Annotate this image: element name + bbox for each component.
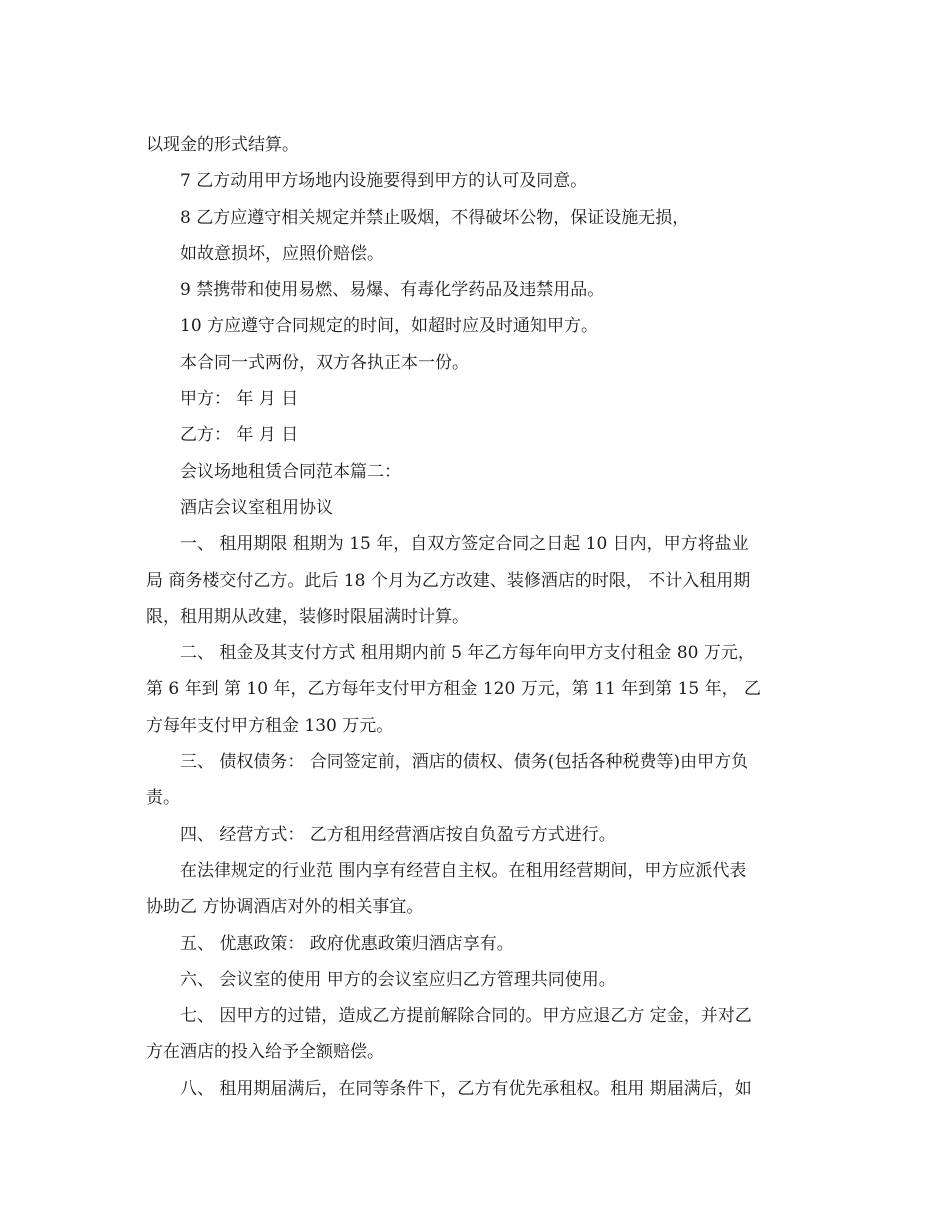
text-line: 七、 因甲方的过错，造成乙方提前解除合同的。甲方应退乙方 定金，并对乙 (180, 1006, 752, 1027)
text-line: 以现金的形式结算。 (146, 135, 299, 155)
text-line: 7 乙方动用甲方场地内设施要得到甲方的认可及同意。 (180, 171, 588, 192)
text-line: 在法律规定的行业范 围内享有经营自主权。在租用经营期间，甲方应派代表 (180, 860, 747, 881)
text-line: 10 方应遵守合同规定的时间，如超时应及时通知甲方。 (180, 316, 599, 337)
text-line: 9 禁携带和使用易燃、易爆、有毒化学药品及违禁用品。 (180, 280, 605, 301)
text-line: 二、 租金及其支付方式 租用期内前 5 年乙方每年向甲方支付租金 80 万元， (180, 643, 755, 664)
text-line: 八、 租用期届满后，在同等条件下，乙方有优先承租权。租用 期届满后，如 (180, 1078, 752, 1099)
text-line: 五、 优惠政策： 政府优惠政策归酒店享有。 (180, 933, 514, 954)
text-line: 方每年支付甲方租金 130 万元。 (146, 715, 394, 736)
text-line: 局 商务楼交付乙方。此后 18 个月为乙方改建、装修酒店的时限， 不计入租用期 (146, 570, 751, 591)
text-line: 四、 经营方式： 乙方租用经营酒店按自负盈亏方式进行。 (180, 824, 616, 845)
document-body (146, 127, 806, 1107)
text-line: 本合同一式两份，双方各执正本一份。 (180, 352, 469, 373)
text-line: 协助乙 方协调酒店对外的相关事宜。 (146, 897, 424, 918)
text-line: 限，租用期从改建，装修时限届满时计算。 (146, 606, 469, 627)
section-heading: 会议场地租赁合同范本篇二： (180, 461, 401, 482)
text-line: 三、 债权债务： 合同签定前，酒店的债权、债务(包括各种税费等)由甲方负 (180, 752, 749, 773)
text-line: 方在酒店的投入给予全额赔偿。 (146, 1042, 384, 1063)
text-line: 如故意损坏，应照价赔偿。 (180, 243, 384, 264)
text-line: 责。 (146, 788, 180, 809)
text-line: 第 6 年到 第 10 年，乙方每年支付甲方租金 120 万元，第 11 年到第 15 年， 乙 (146, 679, 762, 700)
text-line: 一、 租用期限 租期为 15 年，自双方签定合同之日起 10 日内，甲方将盐业 (180, 534, 749, 555)
text-line: 8 乙方应遵守相关规定并禁止吸烟，不得破坏公物，保证设施无损， (180, 207, 690, 228)
signature-line-party-b: 乙方： 年 月 日 (180, 425, 299, 446)
document-title: 酒店会议室租用协议 (180, 497, 333, 518)
text-line: 六、 会议室的使用 甲方的会议室应归乙方管理共同使用。 (180, 969, 616, 990)
signature-line-party-a: 甲方： 年 月 日 (180, 389, 299, 410)
